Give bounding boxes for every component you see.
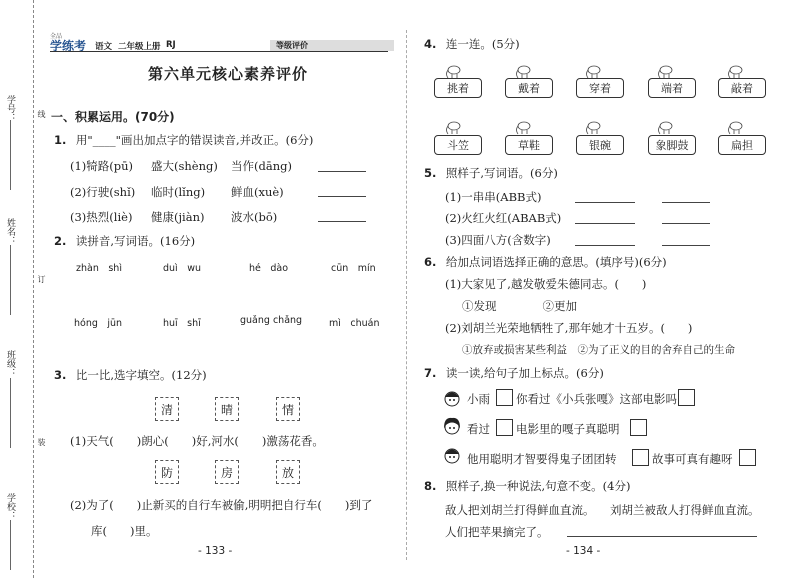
q8-stem: 照样子,换一种说法,句意不变。(4分)	[445, 479, 631, 493]
punctuation-box[interactable]	[630, 419, 647, 436]
page-number-left: - 133 -	[198, 545, 233, 557]
q7-speaker-1: 小雨	[467, 392, 490, 406]
elephant-icon	[517, 122, 531, 134]
q5-number: 5.	[424, 166, 437, 180]
q6-sentence-2: (2)刘胡兰光荣地牺牲了,那年她才十五岁。( )	[445, 321, 693, 335]
punctuation-box[interactable]	[496, 419, 513, 436]
punctuation-box[interactable]	[632, 449, 649, 466]
elephant-icon	[447, 122, 461, 134]
page-number-right: - 134 -	[566, 545, 601, 557]
match-top-1[interactable]: 挑着	[434, 78, 482, 98]
pinyin-8: mì chuán	[329, 318, 380, 329]
question-6	[424, 254, 667, 270]
name-label: 姓名：	[5, 218, 15, 245]
elephant-icon	[729, 122, 743, 134]
q7-text-3a: 他用聪明才智要得鬼子团团转	[467, 452, 617, 466]
q1-row2-a: (2)行驶(shǐ)	[70, 185, 136, 199]
punctuation-box[interactable]	[739, 449, 756, 466]
match-top-2[interactable]: 戴着	[505, 78, 553, 98]
match-bottom-3[interactable]: 银碗	[576, 135, 624, 155]
number-label: 学号：	[5, 95, 15, 122]
boy-avatar-icon	[442, 445, 462, 465]
pinyin-4: cūn mín	[331, 263, 376, 274]
elephant-icon	[659, 66, 673, 78]
q1-row3-a: (3)热烈(liè)	[70, 210, 133, 224]
q1-row3-b: 健康(jiàn)	[151, 210, 205, 224]
punctuation-box[interactable]	[678, 389, 695, 406]
answer-line[interactable]	[662, 245, 710, 246]
q7-number: 7.	[424, 366, 437, 380]
pinyin-1: zhàn shì	[76, 263, 122, 274]
q7-text-1: 你看过《小兵张嘎》这部电影吗	[516, 392, 677, 406]
subject-label: 语文	[95, 42, 113, 52]
q8-example-1: 敌人把刘胡兰打得鲜血直流。	[445, 503, 595, 517]
q6-number: 6.	[424, 255, 437, 269]
edition-label: RJ	[166, 40, 176, 50]
q7-text-2a: 看过	[467, 422, 490, 436]
q8-example-2: 刘胡兰被敌人打得鲜血直流。	[610, 503, 760, 517]
q7-text-3b: 故事可真有趣呀	[652, 452, 733, 466]
q1-row1-b: 盛大(shèng)	[151, 159, 218, 173]
elephant-icon	[729, 66, 743, 78]
pinyin-2: duì wu	[163, 263, 201, 274]
q1-row1-a: (1)犄路(pū)	[70, 159, 134, 173]
q3-number: 3.	[54, 368, 67, 382]
q6-sentence-1: (1)大家见了,越发敬爱朱德同志。( )	[445, 277, 647, 291]
class-label: 班级：	[5, 350, 15, 377]
q5-item-2: (2)火红火红(ABAB式)	[445, 211, 562, 225]
grade-label: 二年级上册	[118, 42, 161, 52]
q1-stem: 用"____"画出加点字的错误读音,并改正。(6分)	[75, 133, 314, 147]
pinyin-3: hé dào	[249, 263, 289, 274]
punctuation-box[interactable]	[496, 389, 513, 406]
match-bottom-2[interactable]: 草鞋	[505, 135, 553, 155]
char-box: 清	[155, 397, 179, 421]
answer-line[interactable]	[662, 223, 710, 224]
q4-number: 4.	[424, 37, 437, 51]
girl-avatar-icon	[442, 416, 462, 436]
match-bottom-1[interactable]: 斗笠	[434, 135, 482, 155]
q7-stem: 读一读,给句子加上标点。(6分)	[445, 366, 604, 380]
boy-avatar-icon	[442, 388, 462, 408]
char-box: 放	[276, 460, 300, 484]
match-top-3[interactable]: 穿着	[576, 78, 624, 98]
q3-stem: 比一比,选字填空。(12分)	[75, 368, 207, 382]
pinyin-6: huī shī	[163, 318, 201, 329]
q3-sentence-1: (1)天气( )朗心( )好,河水( )激荡花香。	[70, 434, 324, 448]
elephant-icon	[659, 122, 673, 134]
pinyin-5: hóng jūn	[74, 318, 123, 329]
q6-stem: 给加点词语选择正确的意思。(填序号)(6分)	[445, 255, 667, 269]
school-label: 学校：	[5, 493, 15, 520]
char-box: 晴	[215, 397, 239, 421]
question-8	[424, 478, 630, 494]
char-box: 防	[155, 460, 179, 484]
char-box: 房	[215, 460, 239, 484]
q5-stem: 照样子,写词语。(6分)	[445, 166, 558, 180]
answer-line[interactable]	[575, 223, 635, 224]
q5-item-3: (3)四面八方(含数字)	[445, 233, 551, 247]
answer-line[interactable]	[567, 536, 757, 537]
q1-number: 1.	[54, 133, 67, 147]
q2-stem: 读拼音,写词语。(16分)	[75, 234, 196, 248]
q5-item-1: (1)一串串(ABB式)	[445, 190, 542, 204]
q6-options-2: ①放弃或损害某些利益 ②为了正义的目的舍弃自己的生命	[462, 344, 735, 356]
section-heading: 一、积累运用。(70分)	[51, 110, 175, 124]
elephant-icon	[587, 122, 601, 134]
q8-task: 人们把苹果摘完了。	[445, 525, 549, 539]
answer-line[interactable]	[575, 202, 635, 203]
q1-row2-c: 鲜血(xuè)	[231, 185, 284, 199]
level-label: 等级评价	[270, 40, 394, 51]
elephant-icon	[517, 66, 531, 78]
q8-number: 8.	[424, 479, 437, 493]
q3-sentence-2b: 库( )里。	[91, 524, 158, 538]
answer-line[interactable]	[575, 245, 635, 246]
q2-number: 2.	[54, 234, 67, 248]
page-title: 第六单元核心素养评价	[148, 65, 309, 83]
q7-text-2b: 电影里的嘎子真聪明	[516, 422, 620, 436]
char-box: 情	[276, 397, 300, 421]
pinyin-7: guǎng chǎng	[240, 315, 303, 326]
q6-options-1: ①发现 ②更加	[462, 299, 577, 313]
fold-char-3: 装	[37, 438, 46, 446]
elephant-icon	[587, 66, 601, 78]
elephant-icon	[447, 66, 461, 78]
match-top-5[interactable]: 敲着	[718, 78, 766, 98]
q1-row3-c: 波水(bō)	[231, 210, 278, 224]
q1-row2-b: 临时(lǐng)	[151, 185, 206, 199]
question-5	[424, 165, 558, 181]
match-top-4[interactable]: 端着	[648, 78, 696, 98]
fold-char-1: 线	[37, 110, 46, 118]
q3-sentence-2a: (2)为了( )止新买的自行车被偷,明明把自行车( )到了	[70, 498, 373, 512]
q4-stem: 连一连。(5分)	[445, 37, 520, 51]
answer-line[interactable]	[662, 202, 710, 203]
fold-char-2: 订	[37, 275, 46, 283]
question-7	[424, 365, 604, 381]
match-bottom-4[interactable]: 象脚鼓	[648, 135, 696, 155]
q1-row1-c: 当作(dāng)	[231, 159, 292, 173]
match-bottom-5[interactable]: 扁担	[718, 135, 766, 155]
